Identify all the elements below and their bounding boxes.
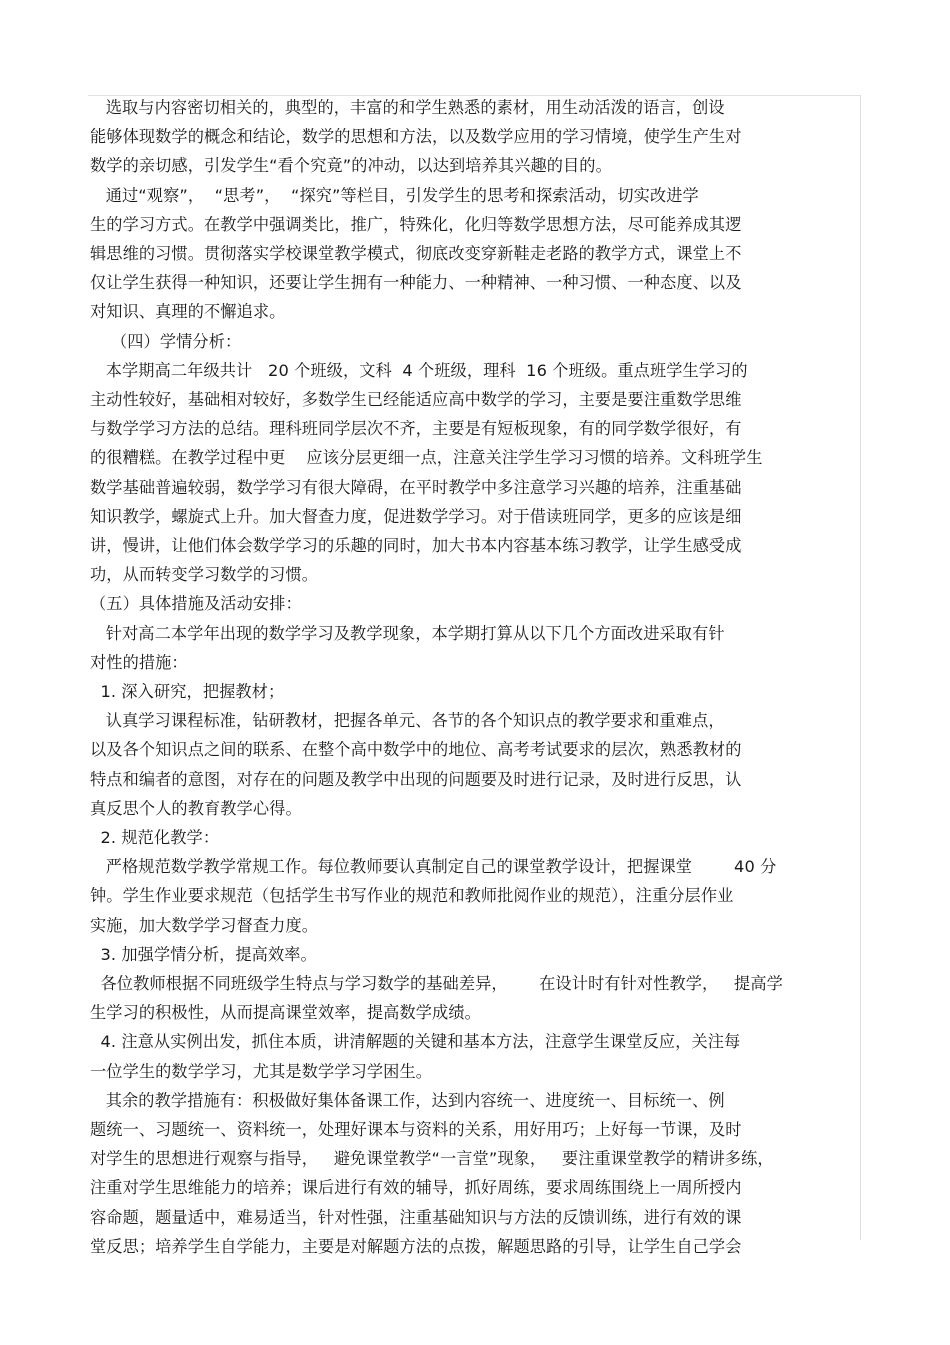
- text-line: 3. 加强学情分析，提高效率。: [90, 944, 317, 964]
- text-line: 对知识、真理的不懈追求。: [90, 302, 286, 322]
- text-line: 的很糟糕。在教学过程中更 应该分层更细一点，注意关注学生学习习惯的培养。文科班学生: [90, 448, 763, 468]
- text-line: 与数学学习方法的总结。理科班同学层次不齐，主要是有短板现象，有的同学数学很好，有: [90, 419, 742, 439]
- text-line: 真反思个人的教育教学心得。: [90, 798, 302, 818]
- text-line: 一位学生的数学学习，尤其是数学学习学困生。: [90, 1061, 433, 1081]
- page-border-right: [860, 95, 861, 1240]
- text-line: 针对高二本学年出现的数学学习及教学现象，本学期打算从以下几个方面改进采取有针: [90, 623, 725, 643]
- text-line: 生学习的积极性，从而提高课堂效率，提高数学成绩。: [90, 1003, 481, 1023]
- text-line: 对性的措施：: [90, 652, 188, 672]
- text-line: 选取与内容密切相关的，典型的，丰富的和学生熟悉的素材，用生动活泼的语言，创设: [90, 98, 725, 117]
- text-line: 以及各个知识点之间的联系、在整个高中数学中的地位、高考考试要求的层次，熟悉教材的: [90, 740, 742, 760]
- text-line: 实施，加大数学学习督查力度。: [90, 915, 319, 935]
- text-line: 功，从而转变学习数学的习惯。: [90, 565, 319, 585]
- text-line: （五）具体措施及活动安排：: [90, 594, 302, 614]
- text-line: 4. 注意从实例出发，抓住本质，讲清解题的关键和基本方法，注意学生课堂反应，关注每: [90, 1032, 741, 1052]
- text-line: 题统一、习题统一、资料统一，处理好课本与资料的关系，用好用巧；上好每一节课，及时: [90, 1120, 742, 1139]
- page-border-top: [88, 95, 860, 96]
- text-line: 严格规范数学教学常规工作。每位教师要认真制定自己的课堂教学设计，把握课堂 40 分: [90, 857, 777, 877]
- text-line: 钟。学生作业要求规范（包括学生书写作业的规范和教师批阅作业的规范），注重分层作业: [90, 886, 734, 906]
- text-line: 知识教学，螺旋式上升。加大督查力度，促进数学学习。对于借读班同学，更多的应该是细: [90, 506, 742, 526]
- text-line: 数学的亲切感，引发学生“看个究竟”的冲动，以达到培养其兴趣的目的。: [90, 156, 612, 176]
- text-line: （四）学情分析：: [90, 331, 242, 351]
- text-line: 其余的教学措施有：积极做好集体备课工作，达到内容统一、进度统一、目标统一、例: [90, 1090, 725, 1110]
- text-line: 数学基础普遍较弱，数学学习有很大障碍，在平时教学中多注意学习兴趣的培养，注重基础: [90, 477, 742, 497]
- text-line: 特点和编者的意图，对存在的问题及教学中出现的问题要及时进行记录，及时进行反思，认: [90, 769, 742, 789]
- text-line: 各位教师根据不同班级学生特点与学习数学的基础差异， 在设计时有针对性教学， 提高学: [90, 974, 783, 993]
- text-line: 生的学习方式。在教学中强调类比，推广，特殊化，化归等数学思想方法，尽可能养成其逻: [90, 214, 742, 234]
- text-line: 2. 规范化教学：: [90, 828, 220, 847]
- text-line: 堂反思；培养学生自学能力，主要是对解题方法的点拨，解题思路的引导，让学生自己学会: [90, 1236, 742, 1256]
- text-line: 能够体现数学的概念和结论，数学的思想和方法，以及数学应用的学习情境，使学生产生对: [90, 127, 742, 147]
- text-line: 通过“观察”， “思考”， “探究”等栏目，引发学生的思考和探索活动，切实改进学: [90, 185, 699, 205]
- text-line: 讲，慢讲，让他们体会数学学习的乐趣的同时，加大书本内容基本练习教学，让学生感受成: [90, 536, 742, 555]
- text-line: 认真学习课程标准，钻研教材，把握各单元、各节的各个知识点的教学要求和重难点，: [90, 711, 725, 731]
- text-line: 注重对学生思维能力的培养；课后进行有效的辅导，抓好周练，要求周练围绕上一周所授内: [90, 1178, 742, 1198]
- text-line: 对学生的思想进行观察与指导， 避免课堂教学“一言堂”现象， 要注重课堂教学的精讲多练，: [90, 1149, 774, 1169]
- text-line: 辑思维的习惯。贯彻落实学校课堂教学模式，彻底改变穿新鞋走老路的教学方式，课堂上不: [90, 244, 742, 263]
- text-line: 本学期高二年级共计 20 个班级，文科 4 个班级，理科 16 个班级。重点班学生学习的: [90, 360, 748, 380]
- text-line: 主动性较好，基础相对较好，多数学生已经能适应高中数学的学习，主要是要注重数学思维: [90, 390, 742, 409]
- text-line: 1. 深入研究，把握教材；: [90, 682, 285, 701]
- text-line: 容命题，题量适中，难易适当，针对性强，注重基础知识与方法的反馈训练，进行有效的课: [90, 1207, 742, 1227]
- text-line: 仅让学生获得一种知识，还要让学生拥有一种能力、一种精神、一种习惯、一种态度、以及: [90, 273, 742, 293]
